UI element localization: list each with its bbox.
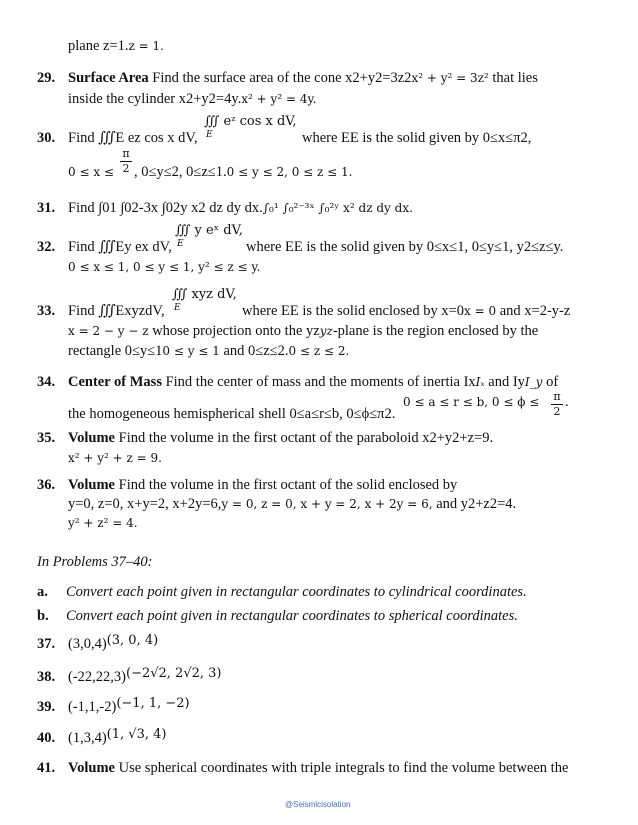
problem-number: 39. <box>37 699 56 715</box>
text: . <box>565 394 569 410</box>
problem-number: 33. <box>37 303 56 319</box>
math-inline: Iₓ <box>475 375 485 389</box>
text: the homogeneous hemispherical shell 0≤a≤r≤b, 0≤ϕ≤π2. <box>68 406 396 422</box>
fraction-pi-over-2 <box>120 148 132 175</box>
text: of <box>546 374 559 390</box>
math-inline: 0 ≤ y ≤ 1 <box>162 344 220 358</box>
text: (-22,22,3) <box>68 669 126 685</box>
integral-subscript: E <box>174 303 181 313</box>
text: inside the cylinder x2+y2=4y. <box>68 91 242 107</box>
text: Find the center of mass and the moments of inertia Ix <box>165 374 476 390</box>
problem-36-line2 <box>68 495 516 513</box>
text: where EE is the solid given by 0≤x≤1, 0≤y≤1, y2≤z≤y. <box>246 239 564 255</box>
problem-title: Volume <box>68 760 115 776</box>
problem-35-line2 <box>68 449 162 467</box>
problem-number: 35. <box>37 430 56 446</box>
problem-number: 38. <box>37 669 56 685</box>
text: where EE is the solid enclosed by x=0 <box>242 303 465 319</box>
denominator: 2 <box>553 405 561 418</box>
text: that lies <box>492 70 538 86</box>
problem-title: Volume <box>68 477 115 493</box>
text: y=0, z=0, x+y=2, x+2y=6, <box>68 496 222 512</box>
problem-title: Volume <box>68 430 115 446</box>
part-a-label: a. <box>37 584 48 600</box>
text: Find the volume in the first octant of the paraboloid x2+y2+z=9. <box>118 430 494 446</box>
problem-number: 37. <box>37 636 56 652</box>
text: and Iy <box>488 374 525 390</box>
text: and x=2-y-z <box>499 303 571 319</box>
problem-36-line3 <box>68 514 138 532</box>
problem-40 <box>68 729 166 748</box>
problem-33-line1 <box>68 302 165 320</box>
math-inline: 0 ≤ a ≤ r ≤ b, 0 ≤ ϕ ≤ <box>403 395 540 409</box>
text: Find the volume in the first octant of the solid enclosed by <box>118 477 458 493</box>
math-inline: (1, √3, 4) <box>106 727 167 742</box>
math-inline: 0 ≤ z ≤ 2. <box>288 344 350 358</box>
problem-30-line1 <box>68 129 198 147</box>
watermark: @Seismicisolation <box>285 800 351 809</box>
math-inline: 0 ≤ x ≤ <box>68 165 114 179</box>
problem-33-where <box>242 302 570 320</box>
math-inline: (−2√2, 2√2, 3) <box>126 666 222 681</box>
text: where EE is the solid given by 0≤x≤π2, <box>302 130 532 146</box>
text: Find ∭E ez cos x dV, <box>68 130 198 146</box>
problem-30-line2b: , 0≤y≤2, 0≤z≤1.0 ≤ y ≤ 2, 0 ≤ z ≤ 1. <box>134 164 353 180</box>
math-inline: 0 ≤ x ≤ 1, 0 ≤ y ≤ 1, y² ≤ z ≤ y. <box>68 260 261 274</box>
problem-number: 32. <box>37 239 56 255</box>
integral-subscript: E <box>206 130 213 140</box>
problem-39 <box>68 698 190 717</box>
text: (3,0,4) <box>68 636 107 652</box>
math-inline: z = 1. <box>128 39 164 53</box>
problem-30-where <box>302 129 531 147</box>
text: and 0≤z≤2. <box>223 343 289 359</box>
problem-number: 34. <box>37 374 56 390</box>
problem-number: 40. <box>37 730 56 746</box>
problem-number: 41. <box>37 760 56 776</box>
text: (1,3,4) <box>68 730 107 746</box>
numerator: π <box>122 147 130 160</box>
fraction-pi-over-2 <box>551 391 563 418</box>
text: Find ∭ExyzdV, <box>68 303 165 319</box>
text: and y2+z2=4. <box>436 496 517 512</box>
math-inline: yz <box>319 324 333 338</box>
text: 0≤y≤2, 0≤z≤1. <box>141 164 227 180</box>
problem-33-line2 <box>68 322 538 340</box>
text: plane z=1. <box>68 38 129 54</box>
problems-intro: In Problems 37–40: <box>37 554 153 570</box>
math-inline: (−1, 1, −2) <box>116 696 190 711</box>
problem-number: 30. <box>37 130 56 146</box>
problem-41-line1 <box>68 759 568 777</box>
text: (-1,1,-2) <box>68 699 117 715</box>
numerator: π <box>553 390 561 403</box>
problem-number: 36. <box>37 477 56 493</box>
problem-36-line1 <box>68 476 457 494</box>
problem-32-line1 <box>68 238 172 256</box>
problem-34-line2 <box>68 405 395 423</box>
math-inline: x² + y² = 4y. <box>241 92 317 106</box>
part-a-text: Convert each point given in rectangular coordinates to cylindrical coordinates. <box>66 584 527 600</box>
text: Find ∫01 ∫02-3x ∫02y x2 dz dy dx. <box>68 200 263 216</box>
denominator: 2 <box>122 162 130 175</box>
problem-number: 29. <box>37 70 56 86</box>
integral-subscript: E <box>177 239 184 249</box>
part-b-text: Convert each point given in rectangular coordinates to spherical coordinates. <box>66 608 518 624</box>
problem-32-line2 <box>68 258 260 276</box>
math-inline: 0 ≤ y ≤ 2, 0 ≤ z ≤ 1. <box>226 165 353 179</box>
math-inline: x = 2 − y − z <box>68 324 149 338</box>
problem-32-where <box>246 238 563 256</box>
problem-34-math <box>403 393 539 411</box>
problem-31-line1 <box>68 199 413 217</box>
problem-28-tail <box>68 37 164 55</box>
problem-30-line2 <box>68 163 114 181</box>
integral-expression: ∭ xyz dV, <box>172 287 237 302</box>
problem-29-line2 <box>68 90 316 108</box>
math-inline: y = 0, z = 0, x + y = 2, x + 2y = 6, <box>221 497 433 511</box>
part-b-label: b. <box>37 608 49 624</box>
math-inline: y² + z² = 4. <box>68 516 138 530</box>
problem-35-line1 <box>68 429 493 447</box>
problem-29-line1 <box>68 69 538 87</box>
math-inline: ∫₀¹ ∫₀²⁻³ˣ ∫₀²ʸ x² dz dy dx. <box>262 201 413 215</box>
text: whose projection onto the yz <box>152 323 320 339</box>
problem-34-line1 <box>68 373 558 391</box>
integral-expression: ∭ eᶻ cos x dV, <box>204 114 297 129</box>
math-inline: x² + y² = 3z² <box>411 71 489 85</box>
problem-title: Surface Area <box>68 70 149 86</box>
problem-34-dot <box>565 393 569 411</box>
problem-title: Center of Mass <box>68 374 162 390</box>
text: Use spherical coordinates with triple integrals to find the volume between the <box>118 760 569 776</box>
integral-expression: ∭ y eˣ dV, <box>175 223 243 238</box>
text: Find ∭Ey ex dV, <box>68 239 172 255</box>
text: -plane is the region enclosed by the <box>332 323 539 339</box>
problem-37 <box>68 635 158 654</box>
problem-33-line3 <box>68 342 349 360</box>
math-inline: x² + y² + z = 9. <box>68 451 162 465</box>
problem-number: 31. <box>37 200 56 216</box>
math-inline: I_y <box>524 375 543 389</box>
text: rectangle 0≤y≤1 <box>68 343 163 359</box>
math-inline: (3, 0, 4) <box>106 633 159 648</box>
problem-38 <box>68 668 222 687</box>
math-inline: x = 0 <box>464 304 497 318</box>
text: Find the surface area of the cone x2+y2=3z2 <box>152 70 412 86</box>
